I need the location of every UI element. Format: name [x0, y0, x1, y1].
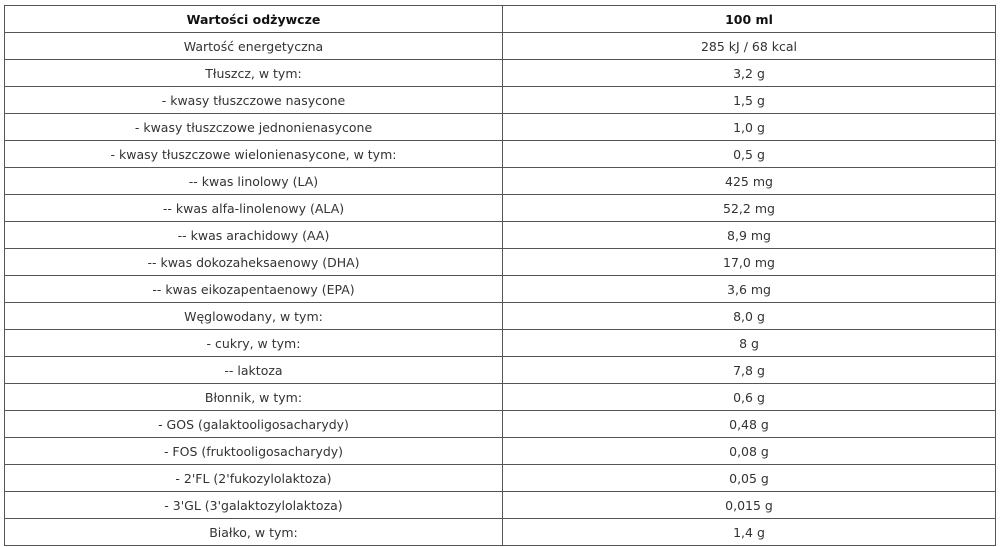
nutrient-name: - 2'FL (2'fukozylolaktoza) [5, 465, 503, 492]
nutrient-amount: 8,0 g [503, 303, 996, 330]
table-row [5, 249, 996, 276]
nutrient-amount: 17,0 mg [503, 249, 996, 276]
nutrient-name: Wartość energetyczna [5, 33, 503, 60]
table-row [5, 114, 996, 141]
nutrient-amount: 0,08 g [503, 438, 996, 465]
nutrient-name: Błonnik, w tym: [5, 384, 503, 411]
table-row [5, 492, 996, 519]
nutrient-name: - kwasy tłuszczowe nasycone [5, 87, 503, 114]
table-row [5, 465, 996, 492]
nutrient-amount: 0,5 g [503, 141, 996, 168]
nutrient-amount: 8 g [503, 330, 996, 357]
nutrient-name: - 3'GL (3'galaktozylolaktoza) [5, 492, 503, 519]
nutrient-amount: 285 kJ / 68 kcal [503, 33, 996, 60]
table-header-row [5, 6, 996, 33]
column-header-nutrient: Wartości odżywcze [5, 6, 503, 33]
nutrient-name: -- laktoza [5, 357, 503, 384]
nutrient-name: - kwasy tłuszczowe wielonienasycone, w tym: [5, 141, 503, 168]
nutrient-name: Tłuszcz, w tym: [5, 60, 503, 87]
nutrient-amount: 1,4 g [503, 519, 996, 546]
table-row [5, 384, 996, 411]
table-row [5, 330, 996, 357]
table-row [5, 222, 996, 249]
table-row [5, 87, 996, 114]
nutrient-amount: 3,2 g [503, 60, 996, 87]
table-row [5, 438, 996, 465]
table-row [5, 519, 996, 546]
nutrient-amount: 0,48 g [503, 411, 996, 438]
nutrient-amount: 7,8 g [503, 357, 996, 384]
nutrition-table [4, 5, 996, 546]
table-row [5, 141, 996, 168]
table-row [5, 303, 996, 330]
nutrient-name: Białko, w tym: [5, 519, 503, 546]
nutrient-amount: 8,9 mg [503, 222, 996, 249]
nutrient-amount: 0,05 g [503, 465, 996, 492]
table-row [5, 60, 996, 87]
column-header-amount: 100 ml [503, 6, 996, 33]
nutrient-name: Węglowodany, w tym: [5, 303, 503, 330]
nutrient-amount: 1,5 g [503, 87, 996, 114]
nutrient-amount: 1,0 g [503, 114, 996, 141]
nutrient-name: -- kwas linolowy (LA) [5, 168, 503, 195]
nutrient-name: -- kwas eikozapentaenowy (EPA) [5, 276, 503, 303]
nutrient-name: - FOS (fruktooligosacharydy) [5, 438, 503, 465]
nutrient-amount: 52,2 mg [503, 195, 996, 222]
nutrient-name: -- kwas dokozaheksaenowy (DHA) [5, 249, 503, 276]
table-row [5, 357, 996, 384]
nutrient-amount: 0,015 g [503, 492, 996, 519]
table-row [5, 168, 996, 195]
nutrient-name: -- kwas alfa-linolenowy (ALA) [5, 195, 503, 222]
nutrient-amount: 0,6 g [503, 384, 996, 411]
table-row [5, 33, 996, 60]
nutrient-amount: 3,6 mg [503, 276, 996, 303]
nutrient-amount: 425 mg [503, 168, 996, 195]
table-row [5, 411, 996, 438]
nutrient-name: -- kwas arachidowy (AA) [5, 222, 503, 249]
nutrient-name: - GOS (galaktooligosacharydy) [5, 411, 503, 438]
table-row [5, 195, 996, 222]
table-row [5, 276, 996, 303]
nutrient-name: - kwasy tłuszczowe jednonienasycone [5, 114, 503, 141]
nutrient-name: - cukry, w tym: [5, 330, 503, 357]
